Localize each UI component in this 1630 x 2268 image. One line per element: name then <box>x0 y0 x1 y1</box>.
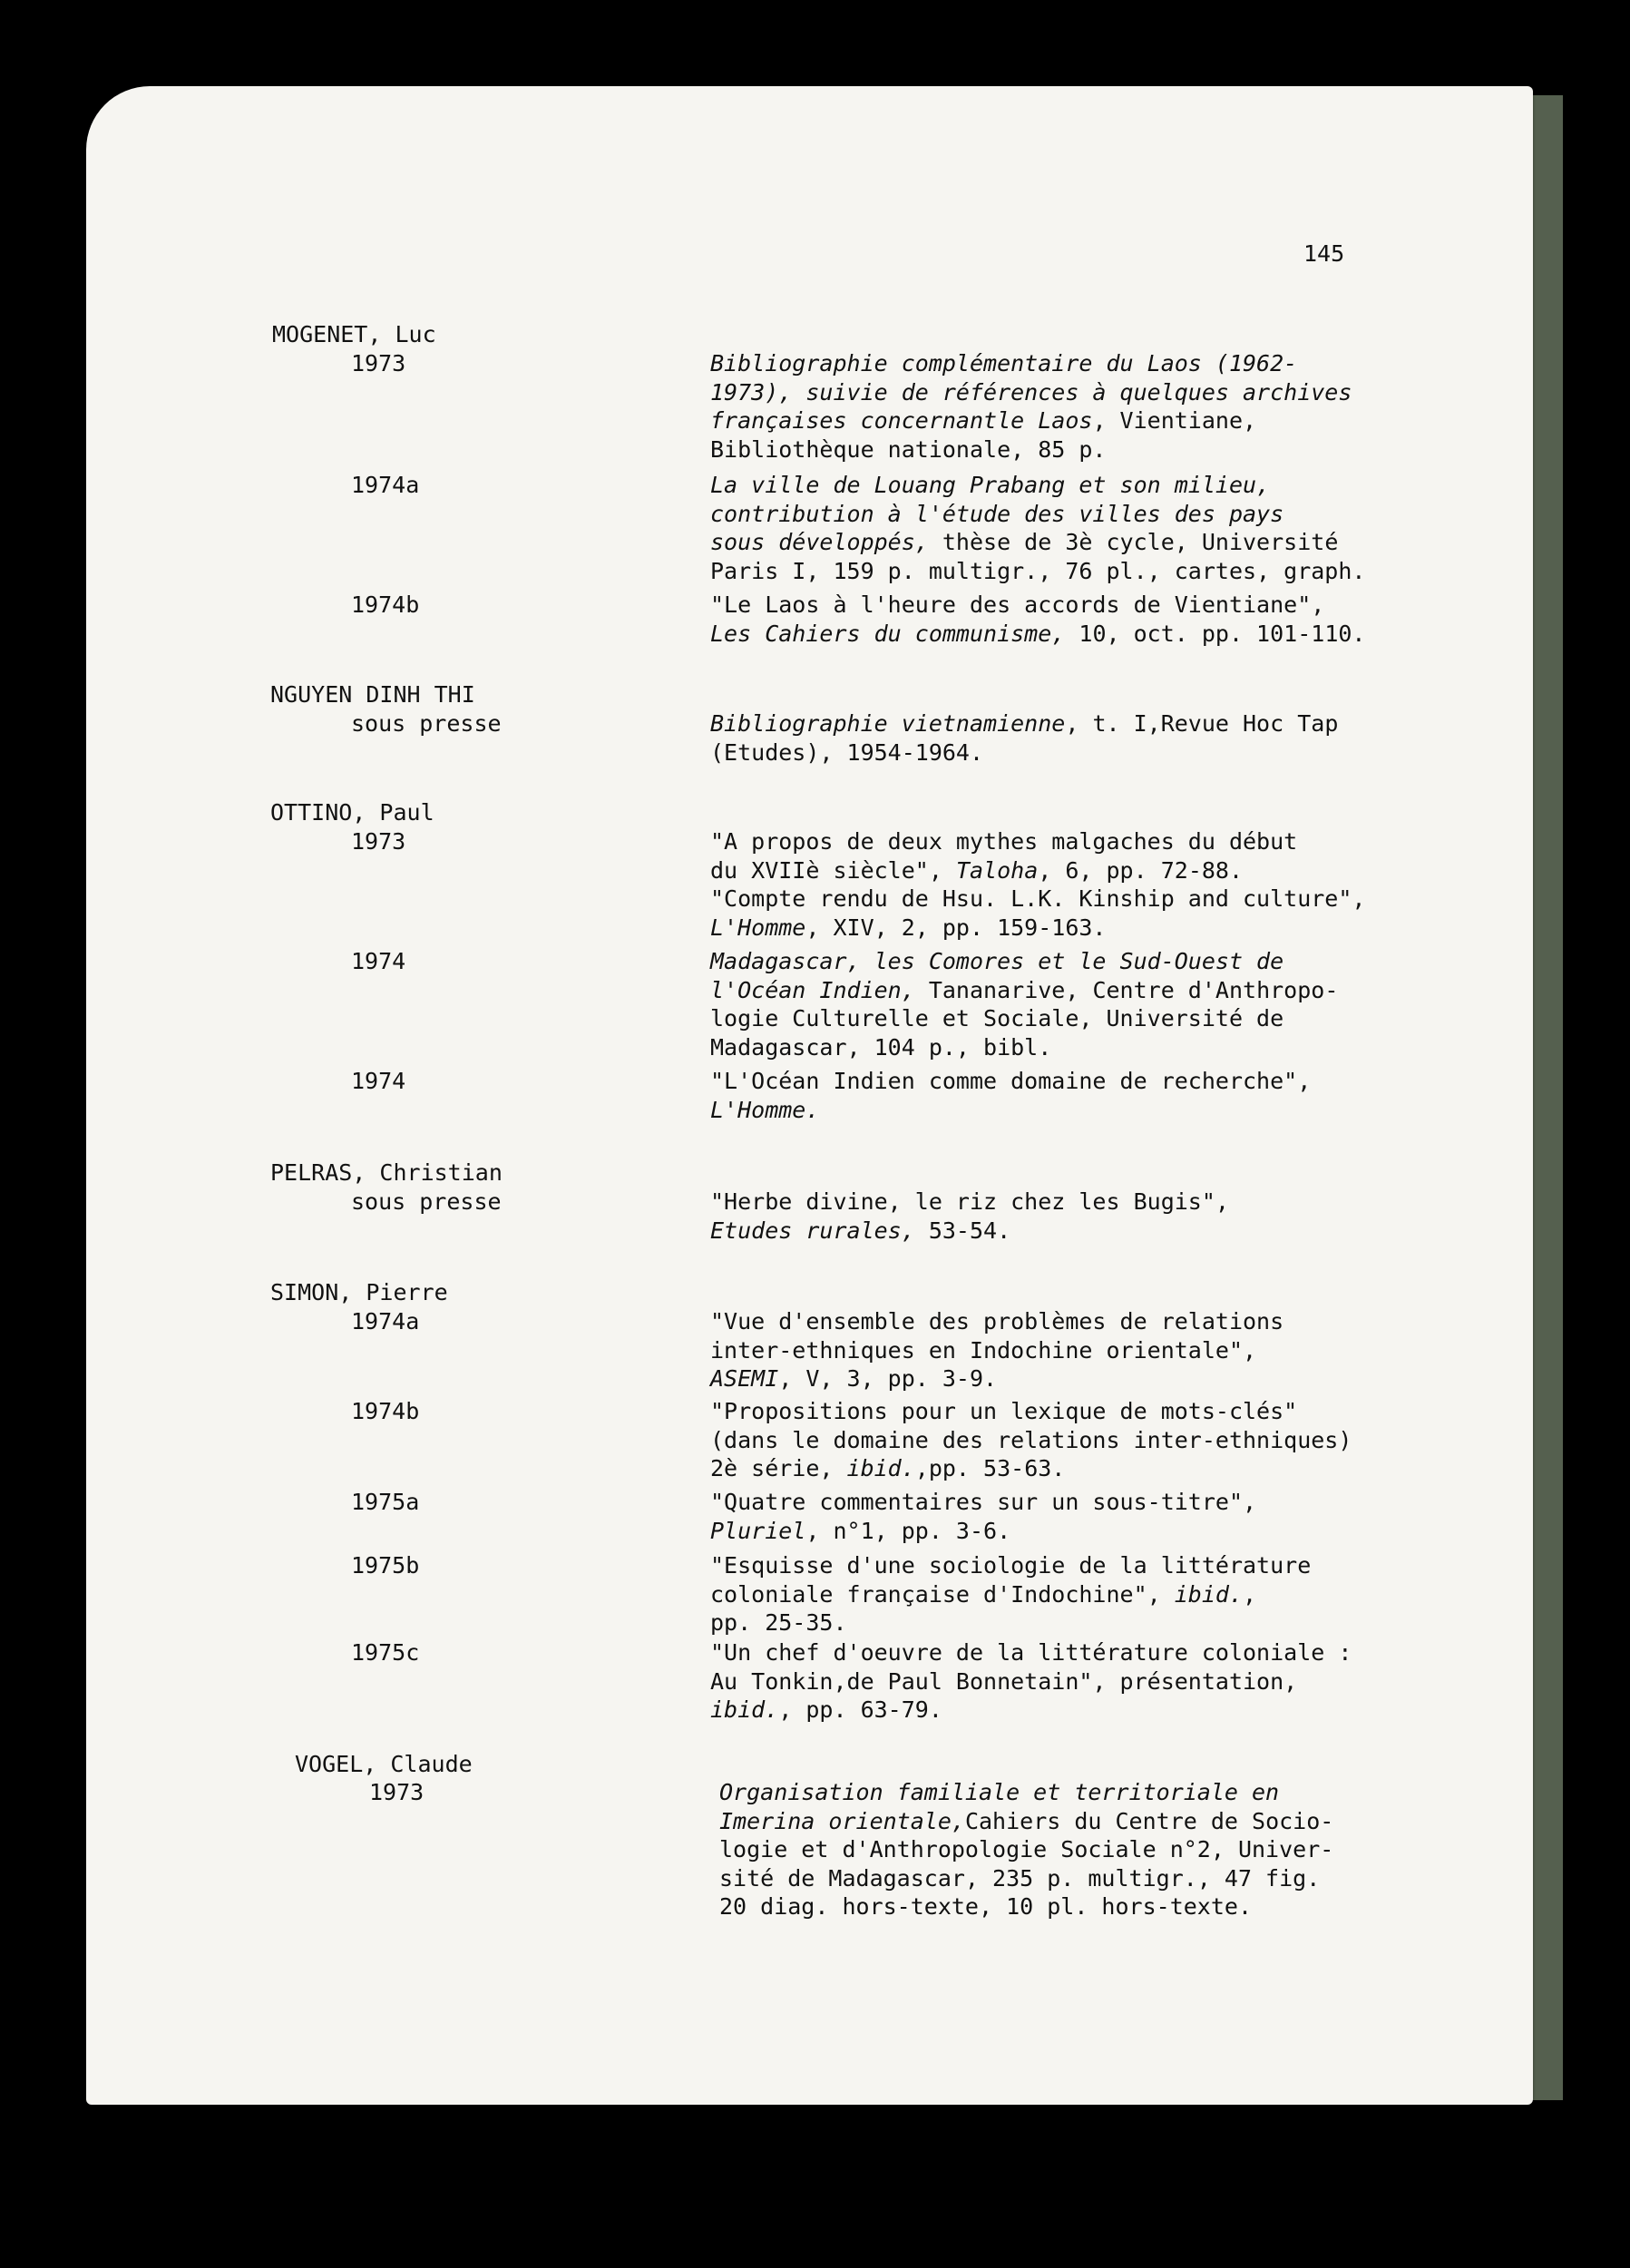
italic-title-segment: sous développés, <box>710 529 929 556</box>
text-segment: Au Tonkin,de Paul Bonnetain", présentation, <box>710 1667 1298 1695</box>
text-segment: "A propos de deux mythes malgaches du début <box>710 828 1298 855</box>
entry-year: 1974b <box>351 1398 420 1424</box>
italic-title-segment: Taloha <box>955 856 1039 884</box>
bibliographic-entry <box>719 1778 1333 1921</box>
bibliographic-entry <box>710 1551 1311 1637</box>
entry-year: 1974a <box>351 1308 420 1334</box>
text-segment: Madagascar, 104 p., bibl. <box>710 1033 1052 1061</box>
bibliographic-entry <box>710 1488 1256 1545</box>
italic-title-segment: L'Homme <box>710 914 806 941</box>
entry-line <box>710 1608 1311 1637</box>
entry-line <box>710 1188 1229 1217</box>
entry-line <box>710 528 1365 557</box>
text-segment: "L'Océan Indien comme domaine de recherche", <box>710 1068 1312 1094</box>
bibliographic-entry <box>710 947 1338 1061</box>
entry-line <box>710 827 1365 856</box>
italic-title-segment: françaises concernantle Laos <box>710 407 1093 435</box>
entry-line <box>710 1336 1284 1365</box>
text-segment: "Quatre commentaires sur un sous-titre", <box>710 1489 1257 1515</box>
italic-title-segment: Bibliographie complémentaire du Laos (1962- <box>710 350 1298 376</box>
italic-title-segment: 1973), suivie de références à quelques archives <box>710 378 1352 406</box>
text-segment: "Esquisse d'une sociologie de la littérature <box>710 1552 1312 1579</box>
entry-year: sous presse <box>351 710 502 737</box>
italic-title-segment: ibid. <box>846 1455 915 1482</box>
entry-line <box>710 1067 1311 1096</box>
entry-line <box>710 856 1365 885</box>
entry-line <box>710 1667 1352 1696</box>
entry-line <box>710 1488 1256 1517</box>
text-segment: , n°1, pp. 3-6. <box>805 1517 1011 1544</box>
bibliographic-entry <box>710 1067 1311 1124</box>
text-segment: , t. I,Revue Hoc Tap <box>1065 710 1339 737</box>
text-segment: , <box>1243 1580 1257 1608</box>
text-segment: "Un chef d'oeuvre de la littérature coloniale : <box>710 1639 1352 1666</box>
text-segment: inter-ethniques en Indochine orientale", <box>710 1336 1257 1364</box>
entry-line <box>710 1580 1311 1609</box>
entry-line <box>710 709 1338 738</box>
entry-year: 1975a <box>351 1489 420 1515</box>
bibliographic-entry <box>710 591 1365 648</box>
entry-line <box>710 1454 1352 1483</box>
entry-year: 1973 <box>351 828 406 855</box>
bibliographic-entry <box>710 1307 1284 1393</box>
entry-line <box>719 1778 1333 1807</box>
entry-line <box>710 1004 1338 1033</box>
text-segment: , XIV, 2, pp. 159-163. <box>805 914 1107 941</box>
text-segment: sité de Madagascar, 235 p. multigr., 47 fig. <box>719 1864 1321 1892</box>
entry-line <box>719 1835 1333 1864</box>
entry-line <box>710 738 1338 767</box>
page-number: 145 <box>1303 240 1345 267</box>
text-segment: , 6, pp. 72-88. <box>1038 856 1244 884</box>
italic-title-segment: Etudes rurales, <box>710 1217 915 1244</box>
entry-line <box>710 471 1365 500</box>
entry-line <box>710 1638 1352 1667</box>
text-segment: du XVIIè siècle", <box>710 856 956 884</box>
entry-line <box>710 349 1352 378</box>
italic-title-segment: ibid. <box>710 1696 779 1724</box>
entry-line <box>710 1364 1284 1393</box>
author-name: NGUYEN DINH THI <box>270 681 475 708</box>
entry-line <box>710 885 1365 914</box>
text-segment: 2è série, <box>710 1455 847 1482</box>
text-segment: logie et d'Anthropologie Sociale n°2, Univer- <box>719 1836 1334 1863</box>
entry-line <box>719 1807 1333 1836</box>
text-segment: "Le Laos à l'heure des accords de Vientiane", <box>710 591 1325 618</box>
italic-title-segment: ibid. <box>1174 1580 1244 1608</box>
text-segment: pp. 25-35. <box>710 1609 847 1637</box>
entry-line <box>710 620 1365 649</box>
entry-line <box>710 1096 1311 1125</box>
text-segment: logie Culturelle et Sociale, Université de <box>710 1005 1284 1032</box>
bibliographic-entry <box>710 471 1365 585</box>
italic-title-segment: contribution à l'étude des villes des pays <box>710 500 1284 527</box>
entry-year: 1973 <box>351 350 406 376</box>
text-segment: thèse de 3è cycle, Université <box>928 529 1339 556</box>
entry-line <box>710 1517 1256 1546</box>
bibliographic-entry <box>710 349 1352 464</box>
entry-line <box>710 1551 1311 1580</box>
text-segment: Tananarive, Centre d'Anthropo- <box>914 976 1339 1003</box>
italic-title-segment: Bibliographie vietnamienne <box>710 710 1066 737</box>
author-name: MOGENET, Luc <box>272 321 436 347</box>
italic-title-segment: ASEMI <box>710 1365 779 1393</box>
bibliographic-entry <box>710 1397 1352 1483</box>
text-segment: (Etudes), 1954-1964. <box>710 738 984 766</box>
text-segment: , V, 3, pp. 3-9. <box>778 1365 998 1393</box>
text-segment: , pp. 63-79. <box>778 1696 942 1724</box>
entry-year: 1975c <box>351 1639 420 1666</box>
entry-line <box>710 557 1365 586</box>
text-segment: "Vue d'ensemble des problèmes de relations <box>710 1308 1284 1334</box>
entry-line <box>719 1892 1333 1921</box>
text-segment: 53-54. <box>914 1217 1011 1244</box>
text-segment: "Compte rendu de Hsu. L.K. Kinship and culture", <box>710 885 1366 913</box>
entry-line <box>710 378 1352 407</box>
entry-line <box>710 1033 1338 1062</box>
text-segment: , Vientiane, <box>1092 407 1257 435</box>
entry-line <box>710 1217 1229 1246</box>
italic-title-segment: Les Cahiers du communisme, <box>710 620 1066 647</box>
entry-line <box>710 914 1365 943</box>
entry-line <box>710 976 1338 1005</box>
text-segment: "Herbe divine, le riz chez les Bugis", <box>710 1188 1229 1215</box>
text-segment: 20 diag. hors-texte, 10 pl. hors-texte. <box>719 1893 1252 1921</box>
bibliographic-entry <box>710 1638 1352 1725</box>
author-name: SIMON, Pierre <box>270 1279 448 1305</box>
bibliographic-entry <box>710 827 1365 942</box>
entry-year: sous presse <box>351 1188 502 1215</box>
entry-line <box>710 1307 1284 1336</box>
text-segment: Paris I, 159 p. multigr., 76 pl., cartes, graph. <box>710 557 1366 584</box>
entry-year: 1974 <box>351 948 406 974</box>
author-name: PELRAS, Christian <box>270 1159 503 1186</box>
entry-year: 1974a <box>351 472 420 498</box>
entry-line <box>710 435 1352 464</box>
italic-title-segment: Pluriel <box>710 1517 806 1544</box>
italic-title-segment: Imerina orientale, <box>719 1807 965 1834</box>
bibliographic-entry <box>710 709 1338 767</box>
italic-title-segment: Organisation familiale et territoriale en <box>719 1779 1280 1805</box>
text-segment: Bibliothèque nationale, 85 p. <box>710 435 1107 463</box>
entry-year: 1974b <box>351 591 420 618</box>
text-segment: ,pp. 53-63. <box>914 1455 1066 1482</box>
entry-line <box>710 1397 1352 1426</box>
entry-line <box>710 1696 1352 1725</box>
entry-line <box>719 1864 1333 1893</box>
entry-line <box>710 500 1365 529</box>
author-name: OTTINO, Paul <box>270 799 434 826</box>
italic-title-segment: l'Océan Indien, <box>710 976 915 1003</box>
entry-year: 1974 <box>351 1068 406 1094</box>
bibliographic-entry <box>710 1188 1229 1245</box>
text-segment: Cahiers du Centre de Socio- <box>964 1807 1334 1834</box>
italic-title-segment: Madagascar, les Comores et le Sud-Ouest de <box>710 948 1284 974</box>
entry-line <box>710 591 1365 620</box>
entry-year: 1973 <box>369 1779 425 1805</box>
italic-title-segment: L'Homme. <box>710 1096 820 1123</box>
italic-title-segment: La ville de Louang Prabang et son milieu, <box>710 472 1271 498</box>
text-segment: coloniale française d'Indochine", <box>710 1580 1175 1608</box>
entry-year: 1975b <box>351 1552 420 1579</box>
text-segment: (dans le domaine des relations inter-ethniques) <box>710 1426 1352 1453</box>
entry-line <box>710 947 1338 976</box>
author-name: VOGEL, Claude <box>295 1751 473 1777</box>
text-segment: 10, oct. pp. 101-110. <box>1065 620 1366 647</box>
text-segment: "Propositions pour un lexique de mots-clés" <box>710 1398 1298 1424</box>
entry-line <box>710 406 1352 435</box>
entry-line <box>710 1426 1352 1455</box>
